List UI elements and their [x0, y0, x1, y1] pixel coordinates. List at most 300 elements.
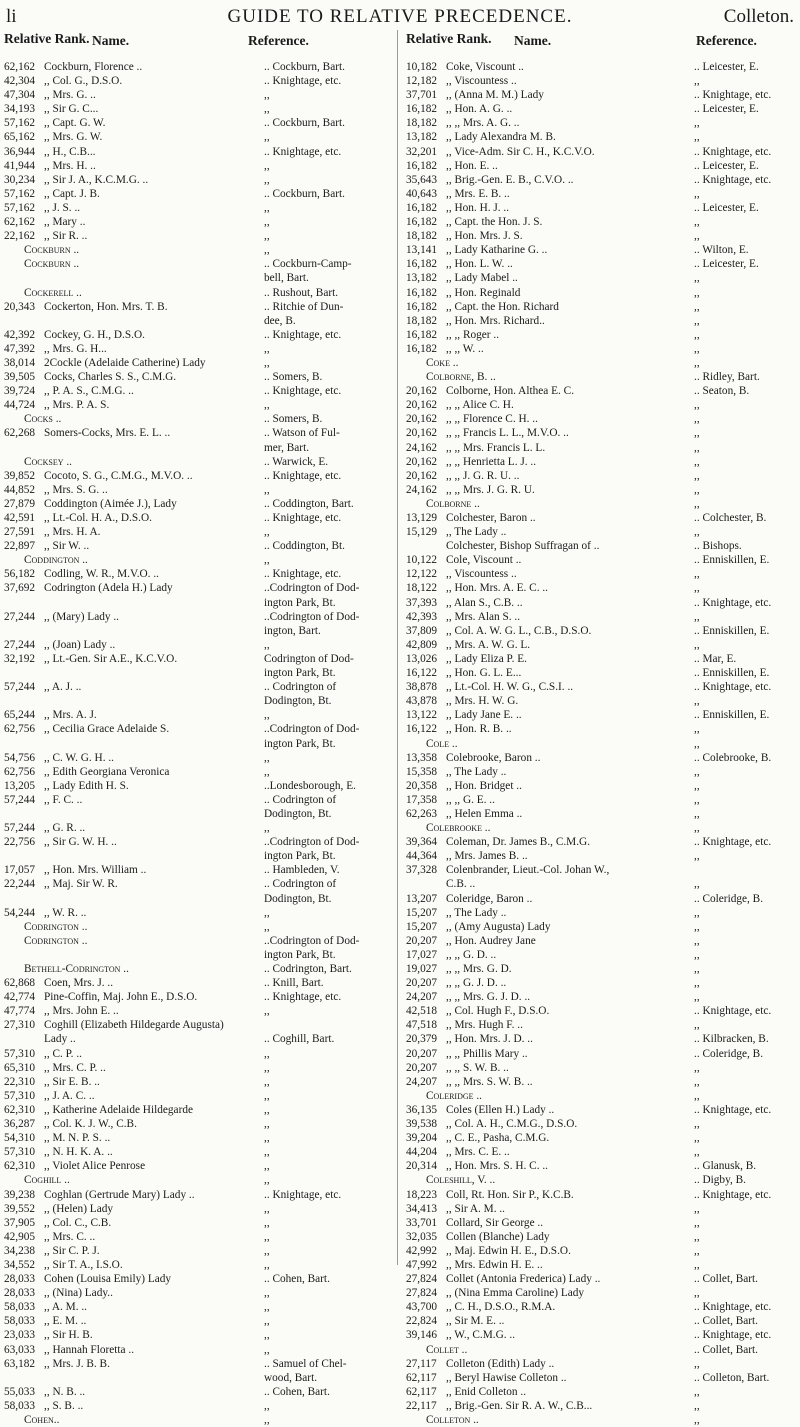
rank-number: 13,182: [406, 131, 438, 144]
entry-reference: .. Coleridge, B.: [694, 1047, 764, 1060]
entry-name: ,, (Helen) Lady: [44, 1202, 114, 1215]
entry-reference: mer, Bart.: [264, 441, 310, 454]
entry-row: [4, 243, 392, 257]
entry-name: Cohen..: [24, 1414, 60, 1426]
entry-reference: ,,: [264, 709, 270, 722]
entry-row: [406, 553, 796, 567]
entry-name: Colleton ..: [426, 1414, 479, 1426]
rank-number: 63,182: [4, 1357, 36, 1370]
entry-name: ,, (Nina) Lady..: [44, 1287, 113, 1300]
entry-reference: .. Somers, B.: [264, 371, 323, 384]
entry-reference: ,,: [694, 441, 700, 454]
entry-row: [406, 1159, 796, 1173]
entry-name: ,, Hon. Mrs. Richard..: [446, 314, 545, 327]
entry-name: ,, Mrs. G. ..: [44, 89, 96, 102]
rank-number: 13,207: [406, 892, 438, 905]
entry-reference: ,,: [694, 1258, 700, 1271]
entry-reference: ington Park, Bt.: [264, 737, 336, 750]
entry-reference: ..Codrington of Dod-: [264, 934, 360, 947]
rank-number: 62,263: [406, 807, 438, 820]
entry-row: [4, 1244, 392, 1258]
rank-number: 37,905: [4, 1216, 36, 1229]
entry-row: [4, 638, 392, 652]
entry-row: [406, 652, 796, 666]
entry-name: ,, Hon. Mrs. S. H. C. ..: [446, 1160, 548, 1173]
entry-row: [4, 1089, 392, 1103]
rank-number: 42,393: [406, 610, 438, 623]
entry-reference: .. Warwick, E.: [264, 455, 329, 468]
entry-name: ,, J. S. ..: [44, 201, 81, 214]
entry-reference: .. Codrington, Bart.: [264, 963, 352, 975]
rank-number: 13,026: [406, 652, 438, 665]
entry-reference: ,,: [694, 765, 700, 778]
entry-row: [4, 751, 392, 765]
entry-name: ,, N. H. K. A. ..: [44, 1146, 113, 1159]
rank-number: 37,701: [406, 89, 438, 102]
entry-row: [4, 581, 392, 595]
entry-row: [4, 1047, 392, 1061]
entry-reference: ,,: [694, 272, 700, 285]
entry-row: [4, 412, 392, 426]
entry-name: ,, Viscountess ..: [446, 75, 517, 88]
rank-number: 37,809: [406, 624, 438, 637]
entry-name: ,, C. P. ..: [44, 1047, 82, 1060]
entry-name: Cocks ..: [24, 413, 62, 426]
entry-name: ,, ,, Mrs. S. W. B. ..: [446, 1075, 533, 1088]
entry-row: [406, 737, 796, 751]
entry-row: [4, 694, 392, 708]
entry-row: [406, 74, 796, 88]
entry-reference: .. Hambleden, V.: [264, 864, 340, 877]
rank-number: 42,992: [406, 1244, 438, 1257]
entry-name: ,, Brig.-Gen. Sir R. A. W., C.B...: [446, 1399, 593, 1412]
entry-reference: ,,: [264, 906, 270, 919]
entry-row: [4, 1258, 392, 1272]
entry-reference: ,,: [694, 568, 700, 581]
entry-row: [4, 356, 392, 370]
entry-row: [406, 342, 796, 356]
rank-number: 20,358: [406, 779, 438, 792]
entry-name: ,, Hon. H. J. ..: [446, 201, 510, 214]
entry-name: ,, Mrs. H. ..: [44, 159, 96, 172]
rank-number: 13,129: [406, 512, 438, 524]
entry-name: ,, H., C.B...: [44, 145, 96, 158]
entry-row: [4, 201, 392, 215]
entry-reference: ington Park, Bt.: [264, 948, 336, 961]
entry-row: [406, 1032, 796, 1046]
entry-row: [4, 1385, 392, 1399]
entry-row: [4, 1371, 392, 1385]
rank-number: 37,393: [406, 596, 438, 609]
rank-number: 13,122: [406, 709, 438, 722]
entry-row: [406, 1300, 796, 1314]
entry-row: [406, 1371, 796, 1385]
entry-reference: ,,: [694, 737, 700, 750]
entry-name: ,, ,, Mrs. A. G. ..: [446, 117, 520, 130]
rank-number: 23,033: [4, 1329, 36, 1342]
rank-number: 40,643: [406, 187, 438, 200]
entry-name: ,, Helen Emma ..: [446, 807, 523, 820]
entry-name: Coen, Mrs. J. ..: [44, 977, 114, 990]
entry-row: [4, 229, 392, 243]
rank-number: 16,182: [406, 216, 438, 229]
entry-name: ,, (Mary) Lady ..: [44, 610, 119, 623]
entry-name: ,, Mrs. H. A.: [44, 526, 101, 539]
entry-reference: ,,: [694, 526, 700, 539]
rank-number: 16,182: [406, 103, 438, 116]
rank-number: 22,117: [406, 1399, 437, 1412]
entry-name: Cockey, G. H., D.S.O.: [44, 328, 145, 341]
entry-reference: .. Cockburn, Bart.: [264, 61, 345, 73]
rank-number: 55,033: [4, 1385, 36, 1398]
rank-number: 24,162: [406, 483, 438, 496]
rank-number: 37,328: [406, 864, 438, 877]
entry-reference: ..Codrington of Dod-: [264, 836, 360, 849]
entry-reference: ,,: [264, 399, 270, 412]
entry-reference: ,,: [694, 934, 700, 947]
rank-number: 34,238: [4, 1244, 36, 1257]
entry-reference: .. Kilbracken, B.: [694, 1033, 769, 1046]
entry-name: ,, Alan S., C.B. ..: [446, 596, 523, 609]
left-column: [4, 32, 392, 1427]
rank-number: 62,162: [4, 61, 36, 73]
entry-reference: ,,: [694, 469, 700, 482]
entry-reference: .. Knightage, etc.: [694, 836, 772, 849]
entry-row: [4, 1314, 392, 1328]
entry-reference: Dodington, Bt.: [264, 807, 332, 820]
entry-reference: ,,: [694, 807, 700, 820]
entry-name: ,, Hon. R. B. ..: [446, 723, 512, 736]
entry-name: ,, Lt.-Gen. Sir A.E., K.C.V.O.: [44, 652, 178, 665]
rank-number: 63,033: [4, 1343, 36, 1356]
entry-reference: dee, B.: [264, 314, 296, 327]
entry-row: [406, 271, 796, 285]
entry-reference: ,,: [694, 497, 700, 510]
rank-number: 20,162: [406, 413, 438, 426]
entry-name: Codrington ..: [24, 920, 88, 933]
rank-number: 18,182: [406, 117, 438, 130]
entry-row: [406, 441, 796, 455]
entry-row: [4, 863, 392, 877]
entry-row: [406, 215, 796, 229]
reference-header: Reference.: [248, 33, 309, 48]
entry-row: [4, 1202, 392, 1216]
rank-number: 16,182: [406, 258, 438, 271]
entry-row: [406, 88, 796, 102]
entry-reference: ..Codrington of Dod-: [264, 723, 360, 736]
entry-name: Codrington ..: [24, 934, 88, 947]
rank-number: 34,193: [4, 103, 36, 116]
entry-row: [406, 145, 796, 159]
entry-reference: .. Cockburn, Bart.: [264, 187, 345, 200]
entry-row: [4, 511, 392, 525]
entry-row: [406, 356, 796, 370]
entry-name: Coghlan (Gertrude Mary) Lady ..: [44, 1188, 195, 1201]
entry-row: [406, 779, 796, 793]
entry-row: [4, 1061, 392, 1075]
entry-name: ,, Sir T. A., I.S.O.: [44, 1258, 123, 1271]
rank-number: 15,129: [406, 526, 438, 539]
entry-name: ,, Sir A. M. ..: [446, 1202, 506, 1215]
entry-name: ,, Lady Katharine G. ..: [446, 244, 548, 257]
entry-reference: ,,: [264, 1132, 270, 1145]
entry-name: Coleman, Dr. James B., C.M.G.: [446, 836, 591, 849]
rank-number: 38,014: [4, 356, 36, 369]
entry-row: [4, 497, 392, 511]
entry-reference: ,,: [264, 1118, 270, 1131]
entry-row: [4, 455, 392, 469]
rank-number: 20,207: [406, 934, 438, 947]
rank-header: Relative Rank.: [4, 31, 90, 46]
rank-number: 36,135: [406, 1103, 438, 1116]
entry-row: [406, 962, 796, 976]
entry-row: [4, 384, 392, 398]
left-entries: [4, 60, 392, 1427]
entry-reference: .. Knightage, etc.: [694, 681, 772, 694]
entry-row: [406, 624, 796, 638]
rank-number: 57,310: [4, 1047, 36, 1060]
entry-row: [4, 737, 392, 751]
entry-row: [4, 1117, 392, 1131]
entry-row: [4, 652, 392, 666]
rank-number: 32,192: [4, 652, 36, 665]
rank-number: 44,852: [4, 483, 36, 496]
rank-number: 65,244: [4, 709, 36, 722]
page-header: [4, 6, 796, 28]
entry-row: [4, 708, 392, 722]
entry-reference: ,,: [694, 878, 700, 891]
entry-reference: Codrington of Dod-: [264, 652, 354, 665]
entry-reference: ington Park, Bt.: [264, 596, 336, 609]
entry-name: ,, P. A. S., C.M.G. ..: [44, 385, 134, 398]
entry-name: ,, ,, Florence C. H. ..: [446, 413, 538, 426]
rank-number: 39,538: [406, 1118, 438, 1131]
rank-number: 15,358: [406, 765, 438, 778]
entry-row: [4, 398, 392, 412]
rank-number: 20,162: [406, 469, 438, 482]
entry-name: Colchester, Baron ..: [446, 512, 536, 524]
rank-number: 24,207: [406, 991, 438, 1004]
entry-row: [4, 145, 392, 159]
entry-row: [406, 892, 796, 906]
entry-reference: .. Wilton, E.: [694, 244, 749, 257]
entry-row: [4, 539, 392, 553]
rank-number: 20,207: [406, 1047, 438, 1060]
entry-row: [4, 596, 392, 610]
name-header: Name.: [514, 33, 552, 48]
entry-name: ,, W. R. ..: [44, 906, 87, 919]
entry-name: ,, ,, G. E. ..: [446, 793, 495, 806]
entry-row: [406, 680, 796, 694]
rank-number: 32,035: [406, 1230, 438, 1243]
entry-name: ,, C. H., D.S.O., R.M.A.: [446, 1301, 556, 1314]
entry-reference: ,,: [694, 906, 700, 919]
entry-reference: .. Samuel of Chel-: [264, 1357, 347, 1370]
entry-row: [406, 638, 796, 652]
entry-row: [406, 286, 796, 300]
entry-name: ,, Hon. E. ..: [446, 159, 498, 172]
entry-reference: ,,: [694, 610, 700, 623]
entry-reference: ,,: [264, 1258, 270, 1271]
entry-name: Cocksey ..: [24, 455, 73, 468]
entry-row: [406, 60, 796, 74]
entry-name: ,, Hon. G. L. E...: [446, 667, 522, 680]
entry-name: Coleshill, V. ..: [426, 1174, 496, 1187]
entry-row: [406, 412, 796, 426]
entry-row: [4, 257, 392, 271]
right-entries: [406, 60, 796, 1427]
section-name: Colleton.: [723, 6, 794, 27]
entry-row: [4, 849, 392, 863]
entry-row: [4, 1159, 392, 1173]
entry-reference: Dodington, Bt.: [264, 695, 332, 708]
entry-row: [4, 666, 392, 680]
entry-row: [4, 1399, 392, 1413]
entry-reference: .. Knightage, etc.: [694, 145, 772, 158]
entry-row: [4, 624, 392, 638]
rank-number: 62,117: [406, 1385, 437, 1398]
entry-reference: ington Park, Bt.: [264, 850, 336, 863]
entry-name: Coles (Ellen H.) Lady ..: [446, 1103, 555, 1116]
entry-row: [406, 1385, 796, 1399]
entry-row: [4, 370, 392, 384]
entry-name: ,, ,, J. G. R. U. ..: [446, 469, 520, 482]
rank-number: 54,310: [4, 1132, 36, 1145]
entry-row: [406, 906, 796, 920]
entry-name: Colenbrander, Lieut.-Col. Johan W.,: [446, 864, 610, 877]
entry-row: [406, 511, 796, 525]
entry-row: [4, 1103, 392, 1117]
entry-name: ,, Hon. Audrey Jane: [446, 934, 536, 947]
rank-number: 18,182: [406, 314, 438, 327]
rank-number: 16,122: [406, 723, 438, 736]
entry-row: [4, 567, 392, 581]
entry-name: ,, Mrs. P. A. S.: [44, 399, 110, 412]
entry-reference: ,,: [694, 187, 700, 200]
entry-reference: ,,: [694, 483, 700, 496]
rank-number: 54,244: [4, 906, 36, 919]
rank-number: 12,122: [406, 568, 438, 581]
entry-reference: ,,: [264, 201, 270, 214]
left-column-header: [4, 32, 392, 60]
rank-number: 20,162: [406, 385, 438, 398]
rank-number: 42,304: [4, 75, 36, 88]
entry-reference: .. Bishops.: [694, 540, 742, 553]
entry-name: Codrington (Adela H.) Lady: [44, 582, 173, 595]
entry-row: [4, 187, 392, 201]
entry-row: [4, 1343, 392, 1357]
entry-name: Colebrooke, Baron ..: [446, 751, 541, 764]
entry-reference: ington, Bart.: [264, 624, 321, 637]
rank-number: 15,207: [406, 906, 438, 919]
rank-number: 39,204: [406, 1132, 438, 1145]
entry-reference: ,,: [264, 1301, 270, 1314]
entry-name: ,, (Nina Emma Caroline) Lady: [446, 1287, 585, 1300]
entry-row: [4, 60, 392, 74]
entry-row: [4, 1075, 392, 1089]
entry-row: [406, 229, 796, 243]
entry-row: [406, 1399, 796, 1413]
rank-number: 58,033: [4, 1315, 36, 1328]
rank-number: 47,304: [4, 89, 36, 102]
entry-reference: ,,: [694, 1019, 700, 1032]
entry-name: Coke ..: [426, 356, 459, 369]
entry-reference: .. Knightage, etc.: [264, 385, 342, 398]
rank-number: 62,268: [4, 427, 36, 440]
entry-reference: ,,: [264, 1174, 270, 1187]
entry-reference: .. Leicester, E.: [694, 103, 759, 116]
entry-row: [406, 863, 796, 877]
entry-reference: .. Knightage, etc.: [264, 512, 342, 524]
page-title: GUIDE TO RELATIVE PRECEDENCE.: [227, 6, 573, 27]
entry-row: [4, 877, 392, 891]
entry-name: ,, Hon. Reginald: [446, 286, 521, 299]
entry-row: [406, 1173, 796, 1187]
rank-number: 65,310: [4, 1061, 36, 1074]
rank-number: 16,182: [406, 328, 438, 341]
entry-row: [4, 793, 392, 807]
entry-name: ,, Col. G., D.S.O.: [44, 75, 123, 88]
rank-number: 47,774: [4, 1005, 36, 1018]
entry-name: ,, ,, Mrs. G. J. D. ..: [446, 991, 531, 1004]
entry-reference: ,,: [694, 991, 700, 1004]
entry-name: ,, Mrs. C. P. ..: [44, 1061, 106, 1074]
entry-reference: .. Knightage, etc.: [694, 89, 772, 102]
entry-row: [4, 1018, 392, 1032]
entry-reference: ,,: [694, 1287, 700, 1300]
entry-row: [406, 1343, 796, 1357]
entry-reference: .. Knightage, etc.: [694, 1301, 772, 1314]
rank-number: 42,518: [406, 1005, 438, 1018]
entry-row: [4, 1328, 392, 1342]
entry-row: [406, 257, 796, 271]
entry-name: ,, Mrs. S. G. ..: [44, 483, 108, 496]
entry-name: Lady ..: [44, 1033, 76, 1046]
entry-name: ,, Violet Alice Penrose: [44, 1160, 146, 1173]
entry-row: [406, 1131, 796, 1145]
entry-name: ,, Mrs. J. B. B.: [44, 1357, 110, 1370]
entry-row: [4, 1032, 392, 1046]
entry-name: ,, G. R. ..: [44, 822, 86, 835]
rank-header: Relative Rank.: [406, 31, 492, 46]
entry-name: ,, Lady Eliza P. E.: [446, 652, 527, 665]
entry-name: ,, Sir M. E. ..: [446, 1315, 505, 1328]
entry-reference: ,,: [694, 131, 700, 144]
entry-name: ,, M. N. P. S. ..: [44, 1132, 111, 1145]
entry-name: ,, Beryl Hawise Colleton ..: [446, 1371, 567, 1384]
entry-name: ,, (Anna M. M.) Lady: [446, 89, 544, 102]
entry-name: Cockburn ..: [24, 244, 80, 257]
rank-number: 17,027: [406, 948, 438, 961]
entry-row: [406, 666, 796, 680]
rank-number: 27,117: [406, 1357, 437, 1370]
entry-reference: .. Coddington, Bart.: [264, 497, 354, 510]
entry-reference: ,,: [264, 244, 270, 257]
entry-row: [406, 1004, 796, 1018]
rank-number: 39,146: [406, 1329, 438, 1342]
entry-name: ,, Lady Jane E. ..: [446, 709, 522, 722]
entry-name: Cockburn ..: [24, 258, 80, 271]
entry-reference: .. Colleton, Bart.: [694, 1371, 770, 1384]
rank-number: 24,207: [406, 1075, 438, 1088]
entry-reference: .. Ridley, Bart.: [694, 371, 760, 384]
entry-reference: ,,: [694, 1118, 700, 1131]
rank-number: 13,182: [406, 272, 438, 285]
entry-name: ,, W., C.M.G. ..: [446, 1329, 516, 1342]
entry-name: ,, The Lady ..: [446, 765, 507, 778]
rank-number: 62,868: [4, 977, 36, 990]
entry-reference: ,,: [264, 1216, 270, 1229]
